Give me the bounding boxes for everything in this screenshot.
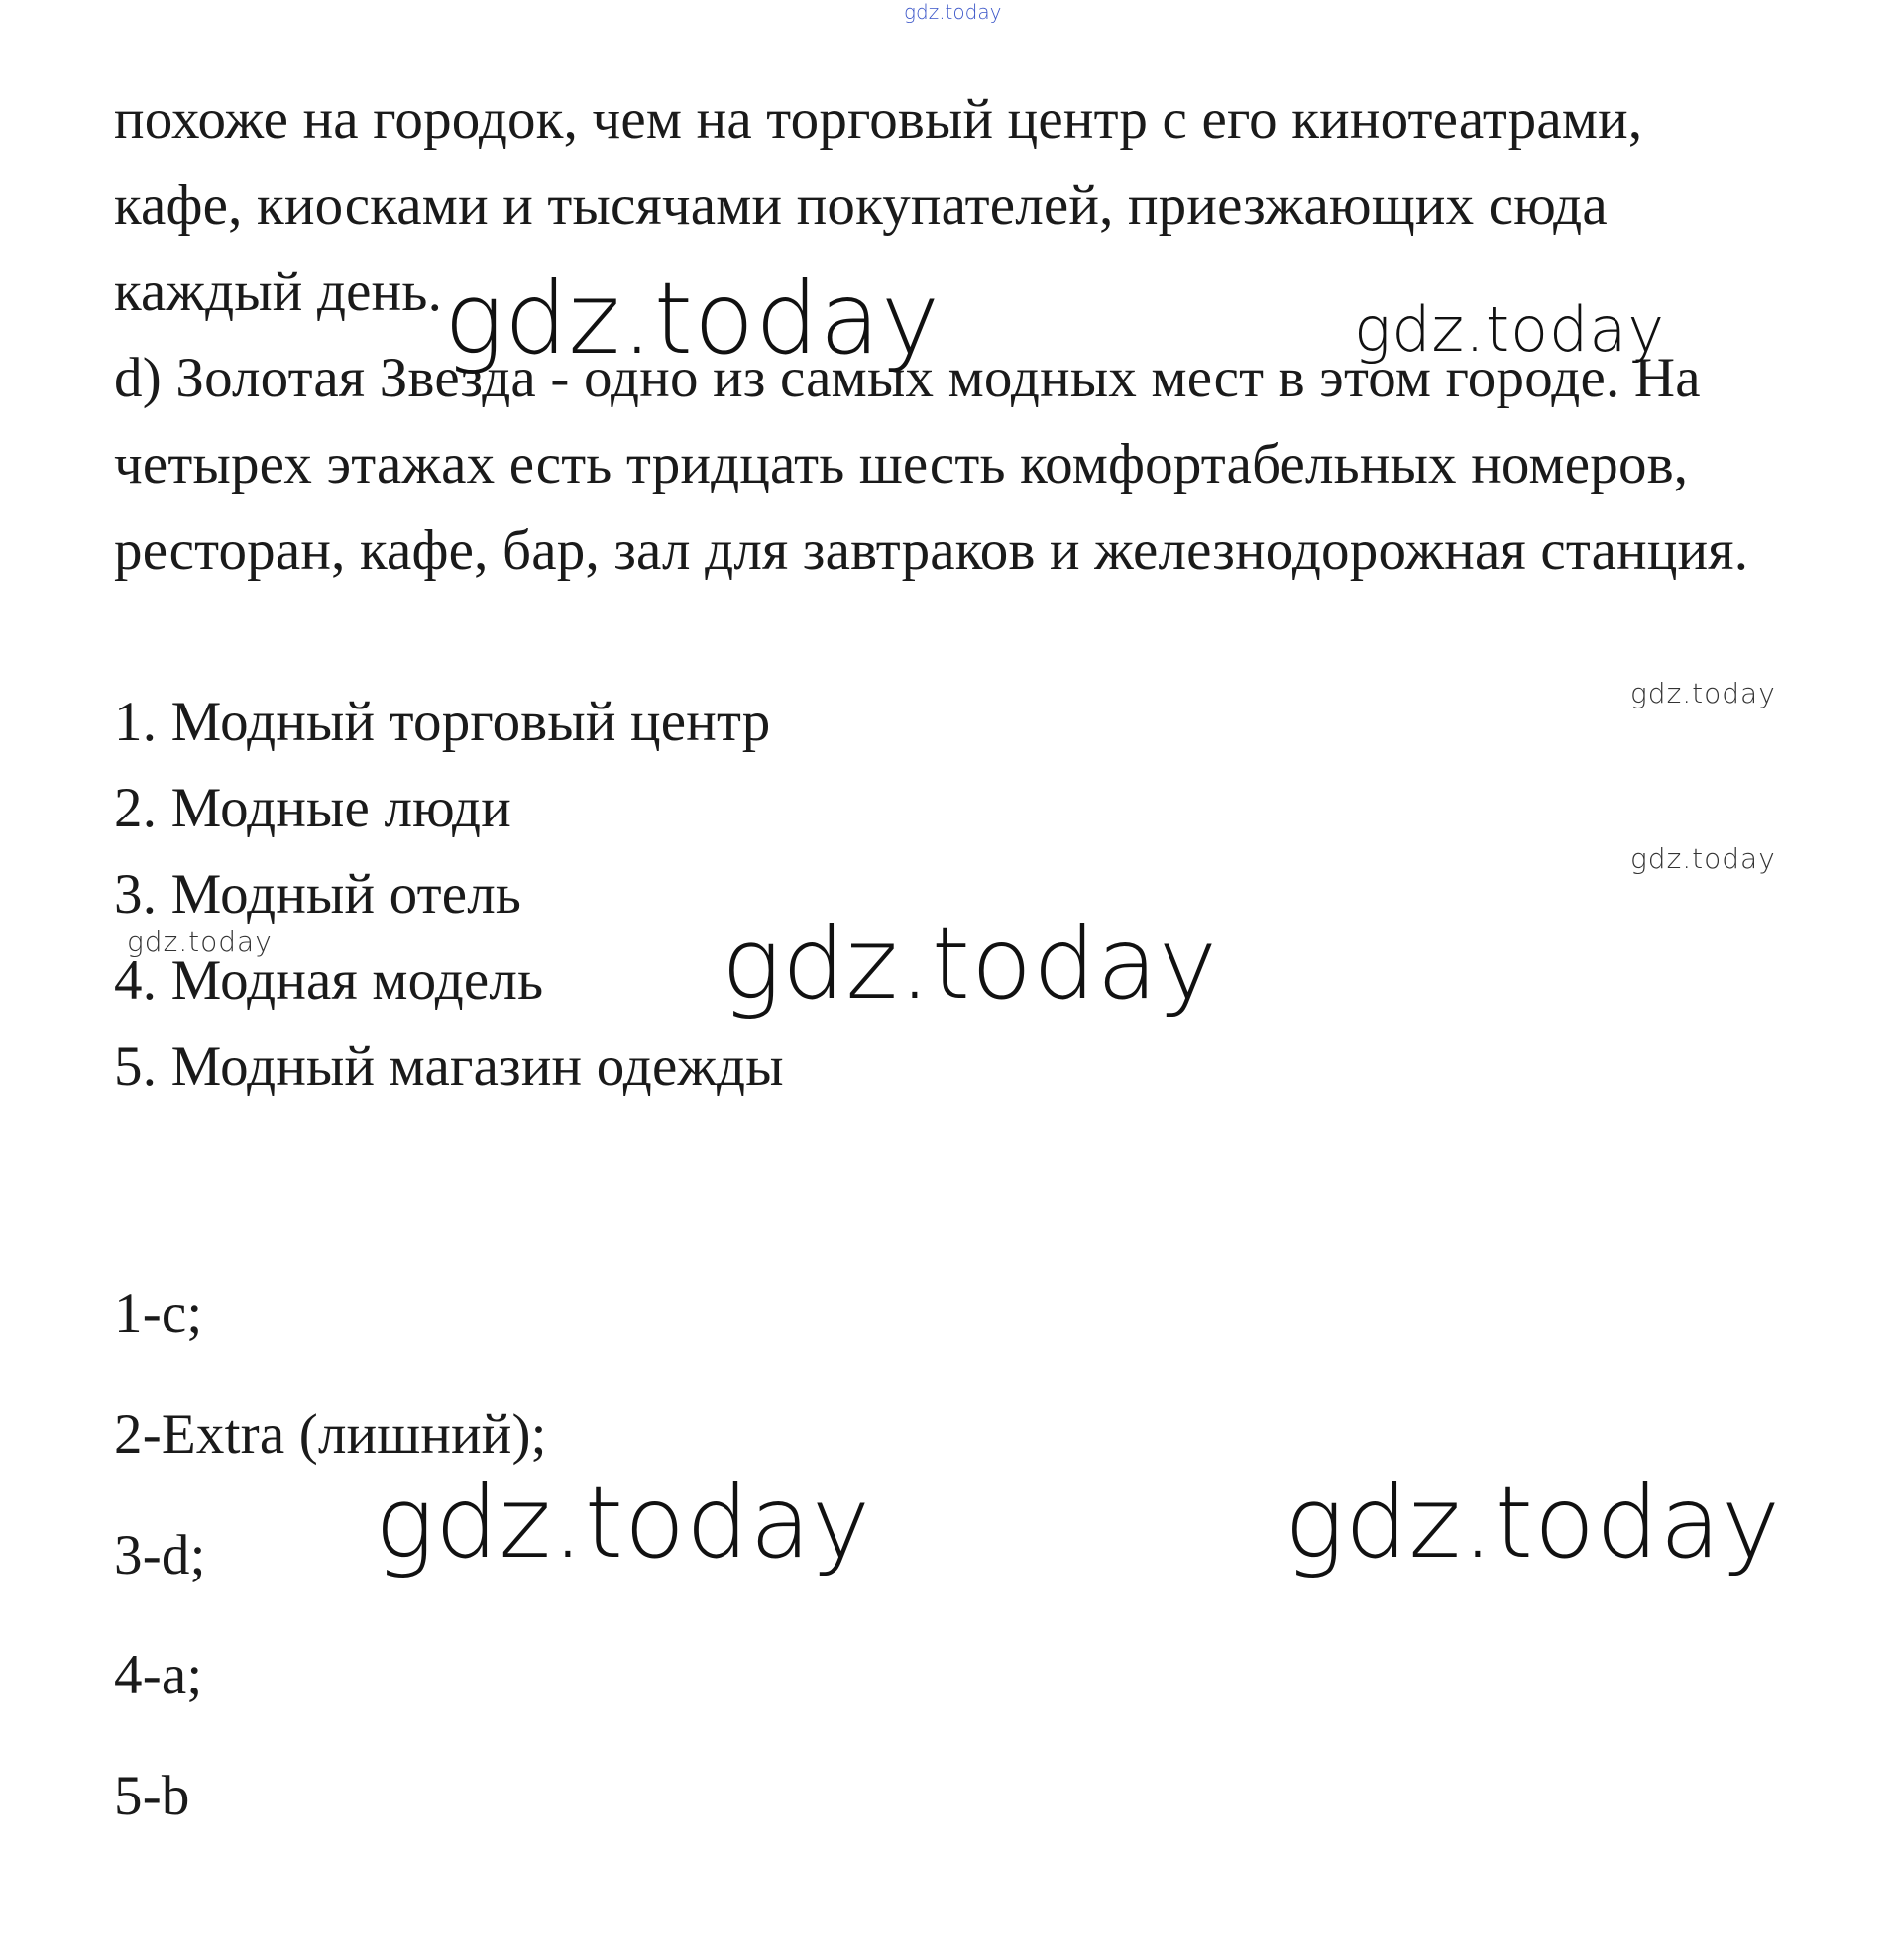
heading-item-2: 2. Модные люди	[114, 777, 511, 839]
paragraph-c-line-1: похоже на городок, чем на торговый центр с его кинотеатрами,	[114, 88, 1643, 151]
watermark-small-3: gdz.today	[127, 926, 273, 958]
paragraph-d-line-3: ресторан, кафе, бар, зал для завтраков и железнодорожная станция.	[114, 519, 1749, 582]
answer-5: 5-b	[114, 1765, 190, 1827]
answer-1: 1-c;	[114, 1282, 203, 1345]
watermark-large-2: gdz.today	[722, 906, 1219, 1022]
watermark-medium-1: gdz.today	[1354, 293, 1666, 366]
answer-3: 3-d;	[114, 1524, 206, 1586]
paragraph-d-line-2: четырех этажах есть тридцать шесть комфортабельных номеров,	[114, 433, 1689, 495]
heading-item-5: 5. Модный магазин одежды	[114, 1035, 784, 1098]
answer-2: 2-Extra (лишний);	[114, 1403, 547, 1466]
heading-item-1: 1. Модный торговый центр	[114, 691, 771, 753]
paragraph-d-line-1: d) Золотая Звезда - одно из самых модных мест в этом городе. На	[114, 347, 1701, 409]
watermark-large-3: gdz.today	[375, 1465, 872, 1580]
watermark-large-4: gdz.today	[1284, 1465, 1782, 1580]
watermark-small-2: gdz.today	[1630, 842, 1776, 875]
answer-4: 4-a;	[114, 1644, 203, 1706]
watermark-large-1: gdz.today	[444, 261, 942, 377]
watermark-top: gdz.today	[904, 0, 1002, 24]
heading-item-4: 4. Модная модель	[114, 949, 544, 1012]
paragraph-c-line-3: каждый день.	[114, 261, 443, 323]
watermark-small-1: gdz.today	[1630, 677, 1776, 709]
paragraph-c-line-2: кафе, киосками и тысячами покупателей, приезжающих сюда	[114, 174, 1608, 237]
heading-item-3: 3. Модный отель	[114, 863, 522, 926]
